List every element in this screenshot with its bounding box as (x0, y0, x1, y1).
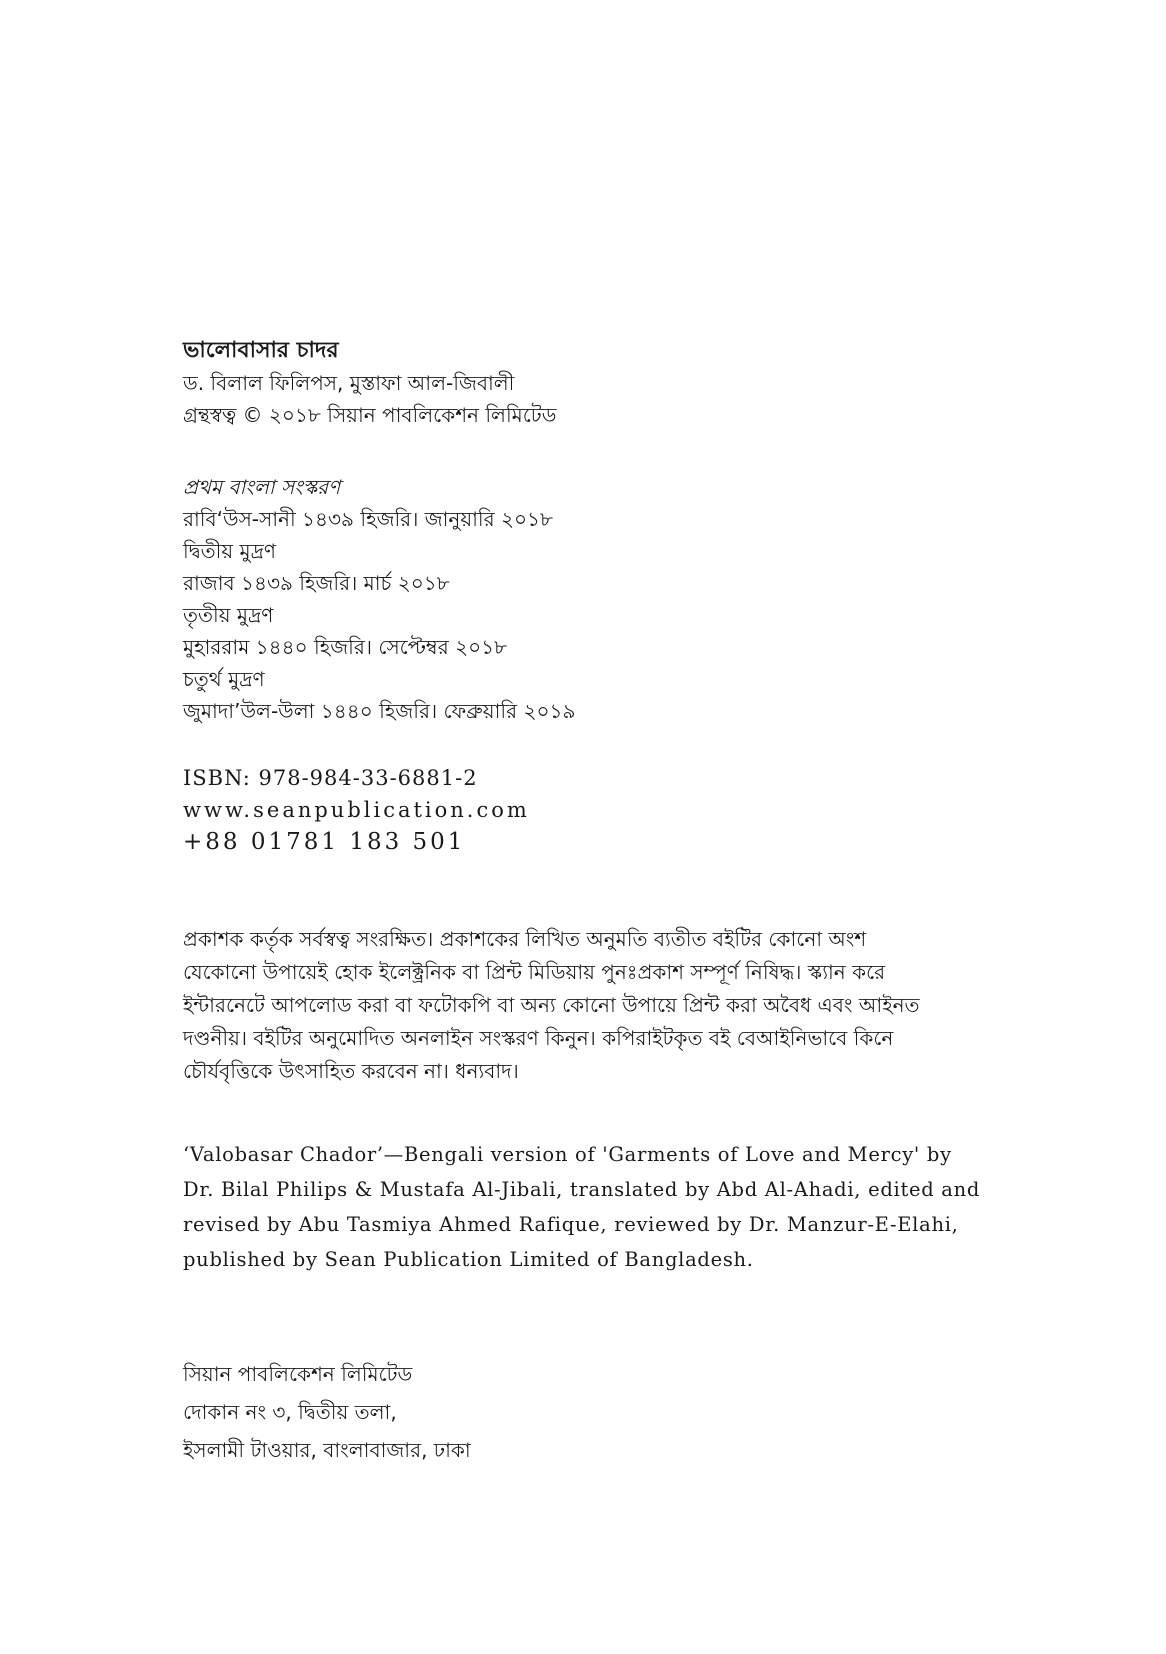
notice-line: দণ্ডনীয়। বইটির অনুমোদিত অনলাইন সংস্করণ কিনুন। কপিরাইটকৃত বই বেআইনিভাবে কিনে (183, 1026, 894, 1050)
phone-number: +88 01781 183 501 (183, 829, 466, 855)
notice-line: ইন্টারনেটে আপলোড করা বা ফটোকপি বা অন্য কোনো উপায়ে প্রিন্ট করা অবৈধ এবং আইনত (183, 993, 920, 1017)
copyright-line: গ্রন্থস্বত্ব © ২০১৮ সিয়ান পাবলিকেশন লিমিটেড (183, 403, 557, 427)
english-line: revised by Abu Tasmiya Ahmed Rafique, reviewed by Dr. Manzur-E-Elahi, (183, 1213, 959, 1236)
english-description (183, 1137, 983, 1277)
publisher-address (183, 1355, 1003, 1469)
contact-info (183, 762, 1003, 858)
address-line-2: ইসলামী টাওয়ার, বাংলাবাজার, ঢাকা (183, 1438, 471, 1462)
second-printing-date: রাজাব ১৪৩৯ হিজরি। মার্চ ২০১৮ (183, 571, 450, 595)
english-line: published by Sean Publication Limited of Bangladesh. (183, 1248, 754, 1271)
notice-line: চৌর্যবৃত্তিকে উৎসাহিত করবেন না। ধন্যবাদ। (183, 1059, 519, 1083)
address-line-1: দোকান নং ৩, দ্বিতীয় তলা, (183, 1400, 397, 1424)
english-line: Dr. Bilal Philips & Mustafa Al-Jibali, translated by Abd Al-Ahadi, edited and (183, 1178, 981, 1201)
book-authors: ড. বিলাল ফিলিপস, মুস্তাফা আল-জিবালী (183, 371, 515, 395)
notice-line: যেকোনো উপায়েই হোক ইলেক্ট্রনিক বা প্রিন্ট মিডিয়ায় পুনঃপ্রকাশ সম্পূর্ণ নিষিদ্ধ। স্ক্যান করে (183, 960, 886, 984)
first-edition-label: প্রথম বাংলা সংস্করণ (183, 475, 341, 499)
notice-line: প্রকাশক কর্তৃক সর্বস্বত্ব সংরক্ষিত। প্রকাশকের লিখিত অনুমতি ব্যতীত বইটির কোনো অংশ (183, 927, 867, 951)
first-edition-date: রাবি‘উস-সানী ১৪৩৯ হিজরি। জানুয়ারি ২০১৮ (183, 507, 553, 531)
publisher-name: সিয়ান পাবলিকেশন লিমিটেড (183, 1362, 413, 1386)
website-link: www.seanpublication.com (183, 798, 530, 822)
third-printing-date: মুহাররাম ১৪৪০ হিজরি। সেপ্টেম্বর ২০১৮ (183, 635, 508, 659)
fourth-printing-label: চতুর্থ মুদ্রণ (183, 667, 265, 691)
isbn: ISBN: 978-984-33-6881-2 (183, 766, 478, 790)
english-line: ‘Valobasar Chador’—Bengali version of 'Garments of Love and Mercy' by (183, 1143, 952, 1166)
title-block (183, 335, 1003, 431)
edition-history (183, 471, 1003, 727)
third-printing-label: তৃতীয় মুদ্রণ (183, 603, 274, 627)
copyright-notice (183, 923, 983, 1088)
book-title: ভালোবাসার চাদর (183, 338, 339, 363)
second-printing-label: দ্বিতীয় মুদ্রণ (183, 539, 276, 563)
fourth-printing-date: জুমাদা’উল-উলা ১৪৪০ হিজরি। ফেব্রুয়ারি ২০১৯ (183, 699, 576, 723)
